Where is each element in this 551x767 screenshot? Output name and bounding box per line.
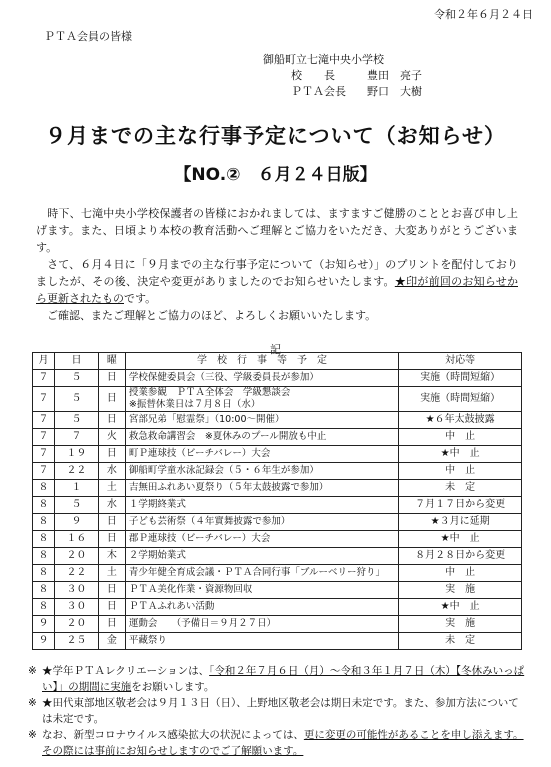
cell-day: ５ (54, 412, 98, 429)
cell-weekday: 日 (98, 616, 125, 633)
cell-status: ★６年太鼓披露 (399, 412, 522, 429)
cell-weekday: 火 (98, 429, 125, 446)
cell-status: 未 定 (399, 633, 522, 650)
document-date: 令和２年６月２４日 (434, 8, 533, 21)
cell-day: ５ (54, 497, 98, 514)
cell-month: ７ (33, 412, 55, 429)
cell-month: ７ (33, 370, 55, 387)
note-item (28, 695, 526, 727)
cell-event (125, 412, 398, 429)
cell-month: ８ (33, 548, 55, 565)
cell-weekday: 日 (98, 531, 125, 548)
cell-status: ８月２８日から変更 (399, 548, 522, 565)
cell-month: ７ (33, 463, 55, 480)
cell-event (125, 480, 398, 497)
table-header-row (33, 353, 522, 370)
note-text-c: をお願いします。 (131, 681, 215, 693)
cell-weekday: 日 (98, 446, 125, 463)
schedule-table (32, 352, 522, 650)
event-subtext: ※振替休業日は７月８日（水） (128, 399, 261, 410)
table-row (33, 370, 522, 387)
cell-day: ７ (54, 429, 98, 446)
cell-day: ２２ (54, 463, 98, 480)
note-text (42, 663, 526, 695)
cell-event (125, 616, 398, 633)
cell-status: 実 施 (399, 582, 522, 599)
cell-day: ９ (54, 514, 98, 531)
cell-month: ８ (33, 531, 55, 548)
sender-row (263, 84, 422, 100)
note-text-a: なお、新型コロナウイルス感染拡大の状況によっては、 (42, 729, 304, 741)
cell-status: 実施（時間短縮） (399, 370, 522, 387)
cell-status: ７月１７日から変更 (399, 497, 522, 514)
schedule-body (33, 370, 522, 650)
cell-day: ３０ (54, 582, 98, 599)
cell-day: ５ (54, 370, 98, 387)
event-text: 運動会 （予備日＝９月２７日） (128, 618, 277, 629)
event-text: ＰＴＡふれあい活動 (128, 601, 215, 612)
addressee: ＰＴＡ会員の皆様 (44, 30, 132, 43)
event-text: 授業参観 ＰＴＡ全体会 学級懇談会 (128, 387, 291, 398)
table-row (33, 429, 522, 446)
table-row (33, 514, 522, 531)
cell-month: ７ (33, 446, 55, 463)
note-item (28, 663, 526, 695)
table-row (33, 463, 522, 480)
cell-status: 実 施 (399, 616, 522, 633)
sender-row (263, 68, 422, 84)
cell-weekday: 日 (98, 599, 125, 616)
cell-event (125, 548, 398, 565)
cell-event (125, 531, 398, 548)
cell-month: ８ (33, 565, 55, 582)
cell-event (125, 370, 398, 387)
event-text: 宮部兄弟「慰霊祭」（10:00～開催） (128, 414, 285, 425)
cell-day: ２０ (54, 616, 98, 633)
table-row (33, 480, 522, 497)
header-status: 対応等 (399, 353, 522, 370)
cell-day: １９ (54, 446, 98, 463)
body-paragraph-2a: さて、６月４日に「９月までの主な行事予定について（お知らせ）」のプリントを配付しておりましたが、その後、決定や変更がありましたのでお知らせいたします。 (36, 258, 518, 288)
cell-day: １６ (54, 531, 98, 548)
table-row (33, 387, 522, 412)
sender-role: ＰＴＡ会長 (291, 85, 346, 98)
sender-school: 御船町立七滝中央小学校 (263, 53, 384, 66)
document-subtitle: 【NO.② ６月２４日版】 (174, 165, 377, 185)
event-text: 町Ｐ連球技（ビーチバレー）大会 (128, 448, 271, 459)
event-text: 御船町学童水泳記録会（５・６年生が参加） (128, 465, 319, 476)
body-paragraph (36, 307, 518, 324)
cell-month: ８ (33, 582, 55, 599)
cell-day: ２５ (54, 633, 98, 650)
event-text: 子ども芸術祭（４年實舞披露で参加） (128, 516, 291, 527)
cell-day: ２０ (54, 548, 98, 565)
table-row (33, 599, 522, 616)
note-text (42, 727, 526, 759)
note-mark: ※ (28, 729, 37, 741)
event-text: ＰＴＡ美化作業・資源物回収 (128, 584, 253, 595)
event-text: 吉無田ふれあい夏祭り（５年太鼓披露で参加） (128, 482, 329, 493)
header-day: 日 (54, 353, 98, 370)
cell-day: １ (54, 480, 98, 497)
cell-event (125, 565, 398, 582)
cell-event (125, 497, 398, 514)
body-paragraph (36, 256, 518, 307)
cell-event (125, 582, 398, 599)
cell-status: 中 止 (399, 565, 522, 582)
body-paragraph-1: 時下、七滝中央小学校保護者の皆様におかれましては、ますますご健勝のこととお喜び申し上げます。また、日頃より本校の教育活動へご理解とご協力をいただき、大変ありがとうございます。 (36, 207, 519, 254)
cell-weekday: 土 (98, 565, 125, 582)
cell-weekday: 日 (98, 514, 125, 531)
cell-event (125, 514, 398, 531)
note-text-underlined: 更に変更の可能性があることを申し添えます。その際には事前にお知らせしますのでご了解願います。 (42, 729, 524, 757)
sender-name: 豊田 亮子 (367, 69, 422, 82)
event-text: 平藏祭り (128, 635, 167, 646)
cell-weekday: 日 (98, 370, 125, 387)
header-weekday: 曜 (98, 353, 125, 370)
cell-weekday: 日 (98, 412, 125, 429)
cell-day: ５ (54, 387, 98, 412)
cell-status: 未 定 (399, 480, 522, 497)
cell-month: ８ (33, 480, 55, 497)
cell-weekday: 水 (98, 463, 125, 480)
body-text (36, 205, 518, 324)
cell-month: ９ (33, 633, 55, 650)
cell-weekday: 日 (98, 387, 125, 412)
cell-month: ９ (33, 616, 55, 633)
event-text: １学期終業式 (128, 499, 186, 510)
cell-weekday: 木 (98, 548, 125, 565)
cell-event (125, 387, 398, 412)
body-paragraph-2-underlined: ★印が前回のお知らせから更新されたもの (36, 275, 518, 305)
table-row (33, 548, 522, 565)
body-paragraph-2c: です。 (124, 292, 157, 305)
table-row (33, 531, 522, 548)
table-row (33, 412, 522, 429)
cell-event (125, 463, 398, 480)
table-row (33, 633, 522, 650)
header-month: 月 (33, 353, 55, 370)
event-text: 救急救命講習会 ※夏休みのプール開放も中止 (128, 431, 327, 442)
event-text: 郡Ｐ連球技（ビーチバレー）大会 (128, 533, 271, 544)
ki-mark: 記 (270, 343, 281, 356)
event-text: 学校保健委員会（三役、学級委員長が参加） (128, 372, 319, 383)
cell-status: 中 止 (399, 463, 522, 480)
cell-month: ７ (33, 429, 55, 446)
note-text: ★田代東部地区敬老会は９月１３日（日）、上野地区敬老会は期日未定です。また、参加方法については未定です。 (42, 697, 519, 725)
cell-month: ８ (33, 599, 55, 616)
cell-event (125, 429, 398, 446)
cell-day: ３０ (54, 599, 98, 616)
notes (28, 663, 526, 759)
cell-weekday: 金 (98, 633, 125, 650)
cell-weekday: 水 (98, 497, 125, 514)
table-row (33, 565, 522, 582)
cell-status: ★中 止 (399, 599, 522, 616)
cell-weekday: 土 (98, 480, 125, 497)
cell-month: ７ (33, 387, 55, 412)
note-text-underlined: 「令和２年７月６日（月）～令和３年１月７日（木）【冬休みいっぱい】」の期間に実施 (42, 665, 525, 693)
sender-block (263, 52, 422, 100)
sender-name: 野口 大樹 (367, 85, 422, 98)
header-event: 学 校 行 事 等 予 定 (125, 353, 398, 370)
cell-day: ２２ (54, 565, 98, 582)
event-text: ２学期始業式 (128, 550, 186, 561)
note-mark: ※ (28, 665, 37, 677)
note-mark: ※ (28, 697, 37, 709)
note-item (28, 727, 526, 759)
cell-month: ８ (33, 514, 55, 531)
cell-weekday: 日 (98, 582, 125, 599)
table-row (33, 582, 522, 599)
cell-status: ★中 止 (399, 446, 522, 463)
body-paragraph-3: ご確認、またご理解とご協力のほど、よろしくお願いいたします。 (47, 309, 377, 322)
table-row (33, 616, 522, 633)
cell-event (125, 446, 398, 463)
body-paragraph (36, 205, 518, 256)
note-text-a: ★学年ＰＴＡレクリエーションは、 (42, 665, 210, 677)
cell-status: 実施（時間短縮） (399, 387, 522, 412)
cell-status: 中 止 (399, 429, 522, 446)
cell-event (125, 599, 398, 616)
cell-status: ★中 止 (399, 531, 522, 548)
table-row (33, 446, 522, 463)
cell-status: ★３月に延期 (399, 514, 522, 531)
cell-event (125, 633, 398, 650)
sender-role: 校 長 (291, 69, 335, 82)
event-text: 青少年健全育成会議・ＰＴＡ合同行事「ブルーベリー狩り」 (128, 567, 385, 578)
table-row (33, 497, 522, 514)
cell-month: ８ (33, 497, 55, 514)
document-title: ９月までの主な行事予定について（お知らせ） (45, 123, 506, 148)
